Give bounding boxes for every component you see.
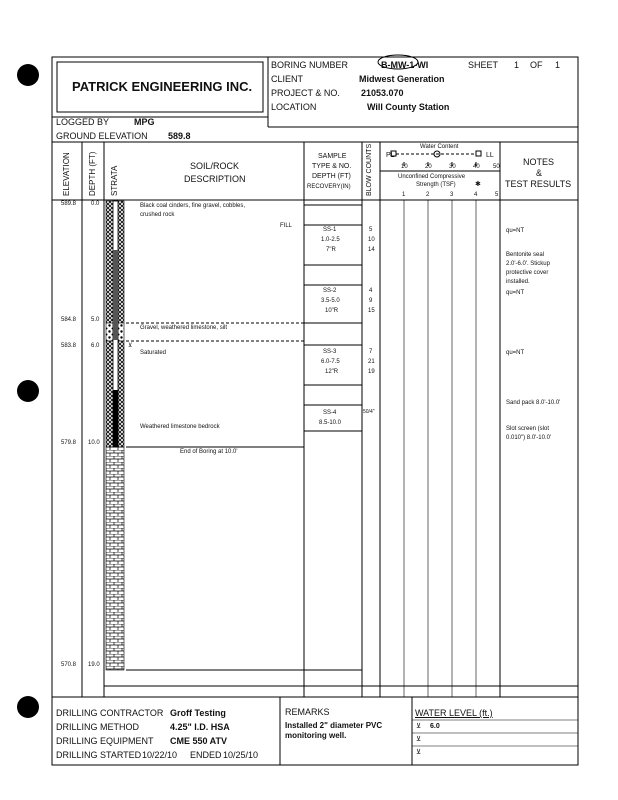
elevation-1: 589.8: [61, 201, 77, 207]
sample-3-depth: 6.0-7.5: [321, 359, 340, 365]
note-qu-3: qu=NT: [506, 350, 525, 356]
sample-2-recovery: 10"R: [325, 308, 339, 314]
col-blow-counts: BLOW COUNTS: [366, 143, 373, 196]
remarks-line-1: Installed 2" diameter PVC: [285, 721, 383, 730]
ucs-tick-3: 3: [450, 192, 454, 198]
location-label: LOCATION: [271, 102, 317, 112]
water-content-label: Water Content: [420, 144, 459, 150]
boring-number-label: BORING NUMBER: [271, 60, 349, 70]
wc-tick-50: 50: [493, 164, 500, 170]
client-value: Midwest Generation: [359, 74, 445, 84]
depth-1: 0.0: [91, 201, 100, 207]
col-notes-2: &: [536, 168, 543, 178]
sample-4-blow-1: 50/4": [363, 409, 375, 415]
equipment-label: DRILLING EQUIPMENT: [56, 736, 154, 746]
wc-tick-20: 20: [425, 164, 432, 170]
elevation-5: 570.8: [61, 662, 77, 668]
col-sample-2: TYPE & NO.: [312, 163, 352, 170]
depth-2: 5.0: [91, 317, 100, 323]
boring-number-value: B-MW-1-WI: [381, 60, 429, 70]
water-level-label: WATER LEVEL (ft.): [415, 708, 493, 718]
sample-1-blow-2: 10: [368, 237, 375, 243]
col-notes-1: NOTES: [523, 157, 555, 167]
project-label: PROJECT & NO.: [271, 88, 340, 98]
sample-1-recovery: 7"R: [326, 247, 336, 253]
note-qu-1: qu=NT: [506, 228, 525, 234]
ended-value: 10/25/10: [223, 750, 259, 760]
description-saturated: Saturated: [140, 350, 167, 356]
ucs-tick-4: 4: [474, 192, 478, 198]
contractor-label: DRILLING CONTRACTOR: [56, 708, 164, 718]
started-label: DRILLING STARTED: [56, 750, 142, 760]
col-soil-1: SOIL/ROCK: [190, 161, 240, 171]
col-depth: DEPTH (FT): [88, 151, 97, 196]
depth-5: 19.0: [88, 662, 100, 668]
sample-2-id: SS-2: [323, 288, 337, 294]
client-label: CLIENT: [271, 74, 304, 84]
col-strata: STRATA: [110, 165, 119, 196]
description-fill-1: Black coal cinders, fine gravel, cobbles,: [140, 203, 246, 209]
description-bedrock: Weathered limestone bedrock: [140, 424, 220, 430]
sample-1-id: SS-1: [323, 227, 337, 233]
sample-4-depth: 8.5-10.0: [319, 420, 342, 426]
note-bentonite-3: protective cover: [506, 270, 549, 276]
contractor-value: Groff Testing: [170, 708, 226, 718]
sheet-label: SHEET: [468, 60, 499, 70]
sample-2-depth: 3.5-5.0: [321, 298, 340, 304]
note-sand-pack: Sand pack 8.0'-10.0': [506, 400, 561, 406]
method-label: DRILLING METHOD: [56, 722, 140, 732]
started-value: 10/22/10: [142, 750, 178, 760]
ucs-tick-2: 2: [426, 192, 430, 198]
sample-3-recovery: 12"R: [325, 369, 339, 375]
pl-label: PL: [386, 152, 395, 159]
depth-3: 6.0: [91, 343, 100, 349]
ucs-star-icon: ✱: [475, 181, 481, 188]
ucs-label-2: Strength (TSF): [416, 182, 456, 188]
fill-label: FILL: [280, 223, 293, 229]
ended-label: ENDED: [190, 750, 222, 760]
sample-3-blow-1: 7: [369, 349, 373, 355]
note-qu-2: qu=NT: [506, 290, 525, 296]
sample-2-blow-2: 9: [369, 298, 373, 304]
elevation-4: 579.8: [61, 440, 77, 446]
sample-3-blow-3: 19: [368, 369, 375, 375]
location-value: Will County Station: [367, 102, 450, 112]
sample-4-id: SS-4: [323, 410, 337, 416]
col-notes-3: TEST RESULTS: [505, 179, 572, 189]
depth-4: 10.0: [88, 440, 100, 446]
elevation-2: 584.8: [61, 317, 77, 323]
col-elevation: ELEVATION: [62, 152, 71, 196]
sample-1-blow-1: 5: [369, 227, 373, 233]
col-sample-1: SAMPLE: [318, 153, 347, 160]
ll-label: LL: [486, 152, 494, 159]
note-screen-1: Slot screen (slot: [506, 426, 550, 432]
water-level-icon: ⊻: [128, 343, 133, 349]
water-level-icon-3: ⊻: [416, 749, 422, 756]
ucs-label-1: Unconfined Compressive: [398, 174, 466, 180]
logged-by-label: LOGGED BY: [56, 117, 110, 127]
remarks-label: REMARKS: [285, 707, 330, 717]
col-soil-2: DESCRIPTION: [184, 174, 246, 184]
note-screen-2: 0.010") 8.0'-10.0': [506, 435, 552, 441]
description-gravel: Gravel, weathered limestone, silt: [140, 325, 228, 331]
elevation-3: 583.8: [61, 343, 77, 349]
wc-tick-40: 40: [473, 164, 480, 170]
remarks-line-2: monitoring well.: [285, 731, 347, 740]
sample-2-blow-3: 15: [368, 308, 375, 314]
note-bentonite-2: 2.0'-6.0'. Stickup: [506, 261, 550, 267]
water-level-icon-2: ⊻: [416, 736, 422, 743]
sheet-of: OF: [530, 60, 543, 70]
company-name: PATRICK ENGINEERING INC.: [72, 79, 253, 94]
col-sample-4: RECOVERY(IN): [307, 184, 351, 190]
project-value: 21053.070: [361, 88, 404, 98]
end-of-boring: End of Boring at 10.0': [180, 449, 238, 455]
water-level-icon-1: ⊻: [416, 723, 422, 730]
sample-1-blow-3: 14: [368, 247, 375, 253]
sample-3-id: SS-3: [323, 349, 337, 355]
description-fill-2: crushed rock: [140, 212, 175, 218]
wc-tick-30: 30: [449, 164, 456, 170]
ucs-tick-5: 5: [495, 192, 499, 198]
sample-3-blow-2: 21: [368, 359, 375, 365]
logged-by-value: MPG: [134, 117, 155, 127]
sample-2-blow-1: 4: [369, 288, 373, 294]
sample-1-depth: 1.0-2.5: [321, 237, 340, 243]
equipment-value: CME 550 ATV: [170, 736, 228, 746]
col-sample-3: DEPTH (FT): [312, 173, 351, 180]
note-bentonite-4: installed.: [506, 279, 530, 285]
wc-tick-10: 10: [401, 164, 408, 170]
ground-elevation-value: 589.8: [168, 131, 191, 141]
sheet-number: 1: [514, 60, 520, 70]
sheet-total: 1: [555, 60, 561, 70]
method-value: 4.25" I.D. HSA: [170, 722, 230, 732]
ground-elevation-label: GROUND ELEVATION: [56, 131, 148, 141]
water-level-value-1: 6.0: [430, 723, 440, 730]
ucs-tick-1: 1: [402, 192, 406, 198]
note-bentonite-1: Bentonite seal: [506, 252, 545, 258]
